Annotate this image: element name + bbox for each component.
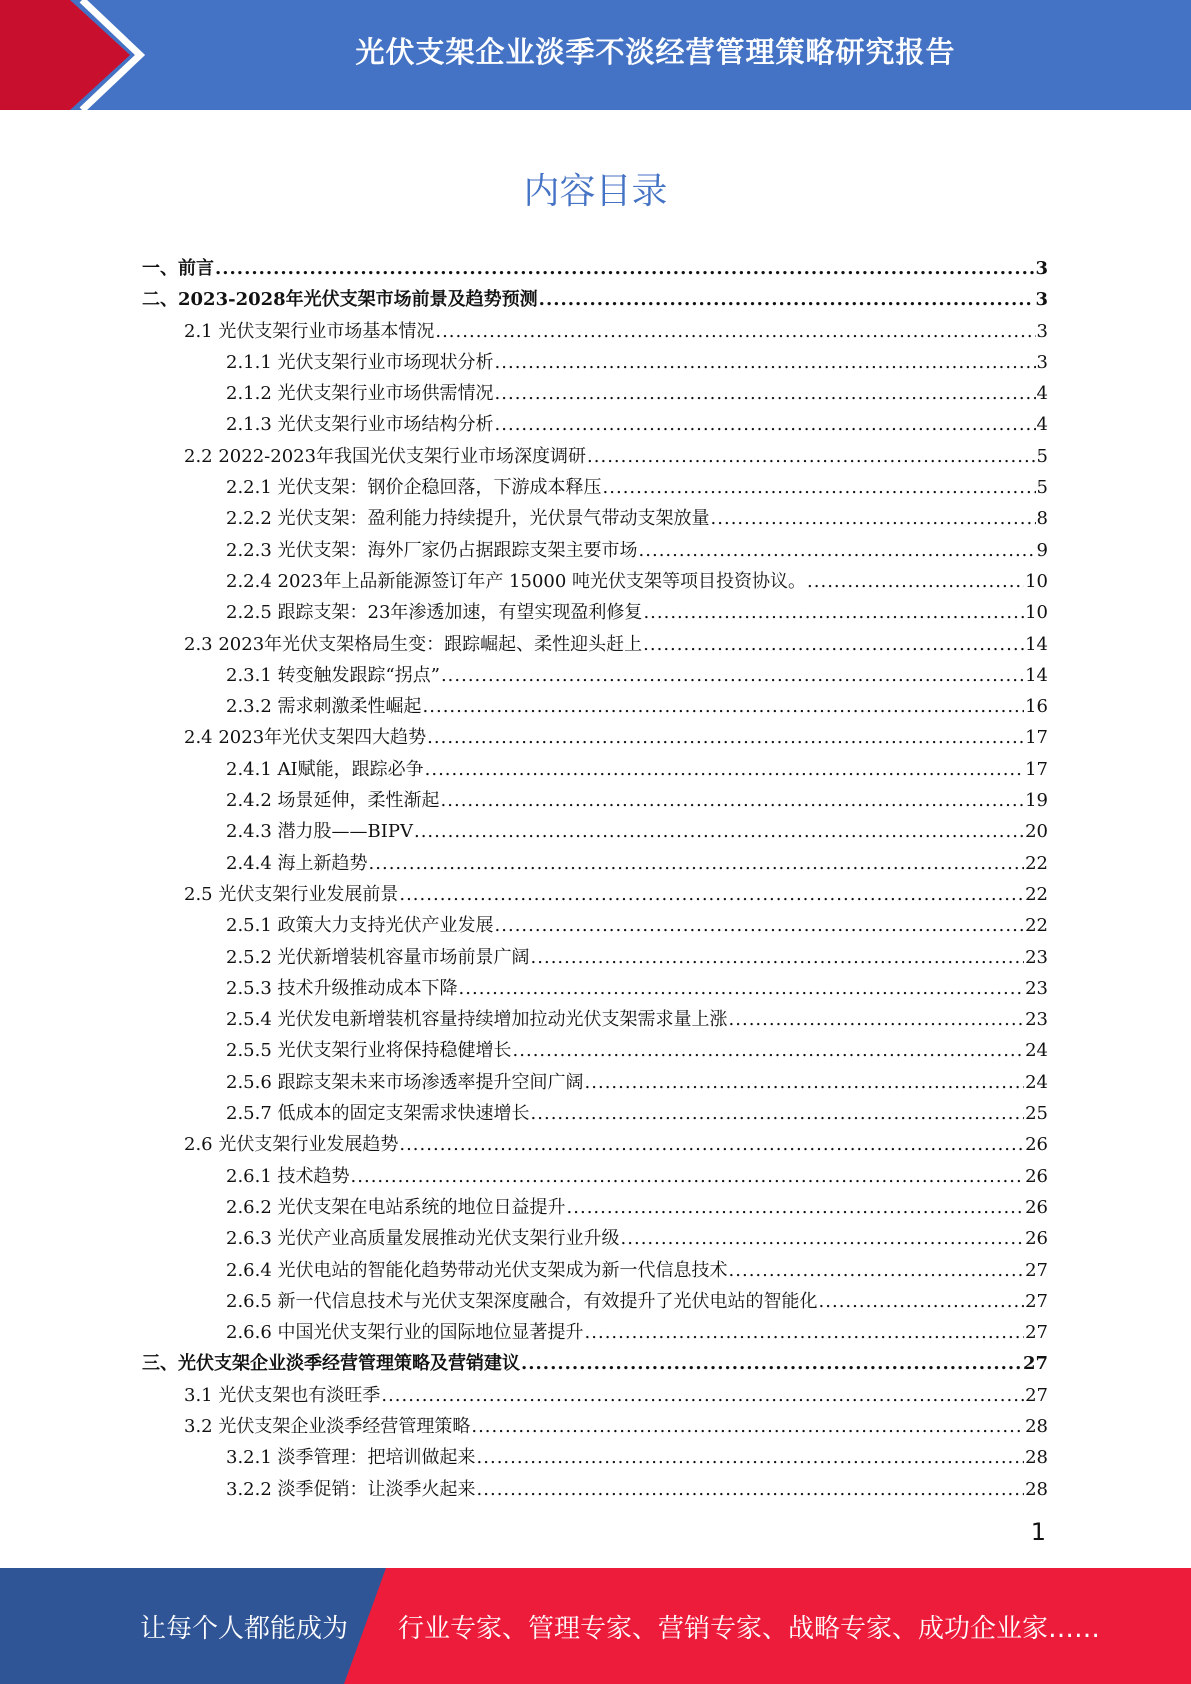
toc-entry-page: 23: [1025, 946, 1048, 968]
dot-leader: [441, 785, 1025, 816]
toc-entry[interactable]: [142, 1442, 1048, 1473]
page-number: 1: [1030, 1518, 1046, 1546]
dot-leader: [567, 1192, 1025, 1223]
toc-entry-title: 2.3.2 需求刺激柔性崛起: [226, 696, 422, 718]
toc-entry[interactable]: [142, 1255, 1048, 1286]
toc-entry[interactable]: [142, 1411, 1048, 1442]
dot-leader: [807, 566, 1024, 597]
toc-entry-page: 16: [1025, 696, 1048, 718]
dot-leader: [495, 378, 1036, 409]
dot-leader: [621, 1223, 1025, 1254]
toc-entry[interactable]: [142, 722, 1048, 753]
toc-entry[interactable]: [142, 316, 1048, 347]
dot-leader: [639, 535, 1036, 566]
toc-entry-page: 3: [1035, 289, 1048, 311]
toc-entry[interactable]: [142, 1317, 1048, 1348]
toc-entry-page: 20: [1025, 821, 1048, 843]
toc-entry-page: 10: [1025, 602, 1048, 624]
toc-entry-page: 4: [1036, 414, 1048, 436]
toc-entry-title: 2.3.1 转变触发跟踪“拐点”: [226, 664, 440, 686]
dot-leader: [351, 1161, 1025, 1192]
toc-entry[interactable]: [142, 503, 1048, 534]
dot-leader: [643, 597, 1024, 628]
toc-entry-title: 2.6.4 光伏电站的智能化趋势带动光伏支架成为新一代信息技术: [226, 1259, 728, 1281]
toc-entry-title: 2.1.3 光伏支架行业市场结构分析: [226, 414, 494, 436]
toc-entry-page: 27: [1025, 1384, 1048, 1406]
toc-entry[interactable]: [142, 1067, 1048, 1098]
dot-leader: [471, 1411, 1024, 1442]
toc-entry-title: 2.6.5 新一代信息技术与光伏支架深度融合，有效提升了光伏电站的智能化: [226, 1290, 818, 1312]
toc-entry[interactable]: [142, 879, 1048, 910]
toc-entry[interactable]: [142, 472, 1048, 503]
toc-entry-title: 2.3 2023年光伏支架格局生变：跟踪崛起、柔性迎头赶上: [184, 633, 643, 655]
toc-entry-page: 8: [1036, 508, 1048, 530]
toc-entry[interactable]: [142, 441, 1048, 472]
dot-leader: [369, 848, 1025, 879]
toc-entry-page: 27: [1025, 1290, 1048, 1312]
toc-entry-page: 24: [1025, 1071, 1048, 1093]
toc-entry-title: 2.1 光伏支架行业市场基本情况: [184, 320, 435, 342]
dot-leader: [399, 1129, 1024, 1160]
toc-entry[interactable]: [142, 284, 1048, 315]
toc-entry[interactable]: [142, 1192, 1048, 1223]
toc-entry[interactable]: [142, 347, 1048, 378]
dot-leader: [477, 1442, 1025, 1473]
toc-entry-title: 2.4 2023年光伏支架四大趋势: [184, 727, 427, 749]
toc-entry-title: 2.2.3 光伏支架：海外厂家仍占据跟踪支架主要市场: [226, 539, 638, 561]
toc-entry-title: 2.5.6 跟踪支架未来市场渗透率提升空间广阔: [226, 1071, 584, 1093]
report-header: [0, 0, 1191, 110]
toc-entry-page: 5: [1036, 445, 1048, 467]
toc-entry-title: 2.1.2 光伏支架行业市场供需情况: [226, 383, 494, 405]
toc-entry-page: 27: [1025, 1259, 1048, 1281]
dot-leader: [643, 629, 1024, 660]
toc-entry-page: 28: [1025, 1478, 1048, 1500]
dot-leader: [819, 1286, 1025, 1317]
toc-entry-title: 2.4.3 潜力股——BIPV: [226, 821, 413, 843]
toc-entry-title: 2.5.7 低成本的固定支架需求快速增长: [226, 1103, 530, 1125]
toc-entry-title: 三、光伏支架企业淡季经营管理策略及营销建议: [142, 1353, 520, 1375]
toc-entry-page: 26: [1025, 1134, 1048, 1156]
toc-entry[interactable]: [142, 1223, 1048, 1254]
toc-entry[interactable]: [142, 660, 1048, 691]
toc-entry-title: 2.5 光伏支架行业发展前景: [184, 883, 399, 905]
toc-entry-title: 2.5.3 技术升级推动成本下降: [226, 977, 458, 999]
toc-entry[interactable]: [142, 848, 1048, 879]
toc-entry[interactable]: [142, 910, 1048, 941]
toc-entry[interactable]: [142, 1286, 1048, 1317]
toc-entry-title: 3.1 光伏支架也有淡旺季: [184, 1384, 381, 1406]
report-title: 光伏支架企业淡季不淡经营管理策略研究报告: [355, 34, 956, 69]
toc-entry-page: 26: [1025, 1196, 1048, 1218]
toc-entry[interactable]: [142, 1129, 1048, 1160]
toc-entry-title: 2.2.1 光伏支架：钢价企稳回落，下游成本释压: [226, 477, 602, 499]
toc-entry-page: 17: [1025, 758, 1048, 780]
toc-entry-page: 26: [1025, 1165, 1048, 1187]
toc-entry-title: 2.2.4 2023年上品新能源签订年产 15000 吨光伏支架等项目投资协议。: [226, 570, 807, 592]
toc-entry[interactable]: [142, 973, 1048, 1004]
dot-leader: [427, 722, 1024, 753]
toc-entry-title: 一、前言: [142, 258, 214, 279]
dot-leader: [729, 1255, 1025, 1286]
toc-entry-title: 2.5.4 光伏发电新增装机容量持续增加拉动光伏支架需求量上涨: [226, 1009, 728, 1031]
toc-entry-title: 二、2023-2028年光伏支架市场前景及趋势预测: [142, 289, 538, 311]
toc-entry-title: 3.2.1 淡季管理：把培训做起来: [226, 1447, 476, 1469]
dot-leader: [711, 503, 1036, 534]
dot-leader: [435, 316, 1035, 347]
toc-entry-page: 19: [1025, 790, 1048, 812]
toc-entry-page: 28: [1025, 1447, 1048, 1469]
toc-entry-page: 9: [1036, 539, 1048, 561]
toc-entry-page: 23: [1025, 1009, 1048, 1031]
toc-entry[interactable]: [142, 566, 1048, 597]
toc-entry[interactable]: [142, 1474, 1048, 1505]
toc-entry[interactable]: [142, 629, 1048, 660]
toc-entry[interactable]: [142, 535, 1048, 566]
dot-leader: [215, 253, 1034, 284]
toc-entry-page: 14: [1025, 633, 1048, 655]
dot-leader: [729, 1004, 1025, 1035]
dot-leader: [495, 347, 1036, 378]
toc-heading: 内容目录: [523, 171, 668, 212]
toc-entry[interactable]: [142, 691, 1048, 722]
toc-entry-title: 2.4.2 场景延伸，柔性渐起: [226, 790, 440, 812]
toc-entry-title: 2.6.3 光伏产业高质量发展推动光伏支架行业升级: [226, 1228, 620, 1250]
toc-entry-title: 2.2 2022-2023年我国光伏支架行业市场深度调研: [184, 445, 587, 467]
toc-entry-page: 22: [1025, 883, 1048, 905]
dot-leader: [603, 472, 1036, 503]
toc-entry-page: 27: [1025, 1322, 1048, 1344]
toc-entry-page: 14: [1025, 664, 1048, 686]
toc-entry-title: 2.5.1 政策大力支持光伏产业发展: [226, 915, 494, 937]
toc-entry[interactable]: [142, 1380, 1048, 1411]
footer-slogan-right: 行业专家、管理专家、营销专家、战略专家、成功企业家……: [398, 1613, 1101, 1644]
toc-entry[interactable]: [142, 1161, 1048, 1192]
dot-leader: [495, 910, 1025, 941]
toc-entry-page: 3: [1035, 258, 1048, 279]
dot-leader: [459, 973, 1025, 1004]
toc-entry-title: 2.6.2 光伏支架在电站系统的地位日益提升: [226, 1196, 566, 1218]
toc-entry[interactable]: [142, 1004, 1048, 1035]
toc-entry-title: 3.2.2 淡季促销：让淡季火起来: [226, 1478, 476, 1500]
toc-entry[interactable]: [142, 816, 1048, 847]
dot-leader: [513, 1035, 1025, 1066]
toc-entry[interactable]: [142, 942, 1048, 973]
toc-entry-page: 26: [1025, 1228, 1048, 1250]
toc-entry-title: 2.2.2 光伏支架：盈利能力持续提升，光伏景气带动支架放量: [226, 508, 710, 530]
toc-entry-page: 10: [1025, 570, 1048, 592]
dot-leader: [399, 879, 1024, 910]
toc-entry-page: 3: [1036, 320, 1048, 342]
dot-leader: [531, 1098, 1025, 1129]
dot-leader: [585, 1067, 1025, 1098]
toc-entry-title: 2.2.5 跟踪支架：23年渗透加速，有望实现盈利修复: [226, 602, 643, 624]
toc-entry[interactable]: [142, 785, 1048, 816]
toc-entry-page: 25: [1025, 1103, 1048, 1125]
toc-entry[interactable]: [142, 597, 1048, 628]
toc-entry-page: 22: [1025, 852, 1048, 874]
toc-entry-title: 2.1.1 光伏支架行业市场现状分析: [226, 351, 494, 373]
toc-entry-title: 2.6.1 技术趋势: [226, 1165, 350, 1187]
dot-leader: [587, 441, 1036, 472]
dot-leader: [539, 284, 1035, 315]
dot-leader: [414, 816, 1024, 847]
toc-entry-title: 2.5.5 光伏支架行业将保持稳健增长: [226, 1040, 512, 1062]
toc-entry-page: 17: [1025, 727, 1048, 749]
dot-leader: [381, 1380, 1024, 1411]
toc-entry-page: 4: [1036, 383, 1048, 405]
toc-entry[interactable]: [142, 1098, 1048, 1129]
toc-entry-page: 22: [1025, 915, 1048, 937]
toc-entry[interactable]: [142, 378, 1048, 409]
toc-entry[interactable]: [142, 253, 1048, 284]
toc-entry[interactable]: [142, 1348, 1048, 1379]
page-footer: [0, 1568, 1191, 1684]
toc-entry-page: 24: [1025, 1040, 1048, 1062]
toc-entry[interactable]: [142, 1035, 1048, 1066]
dot-leader: [495, 409, 1036, 440]
toc-entry-page: 28: [1025, 1415, 1048, 1437]
toc-entry-page: 3: [1036, 351, 1048, 373]
toc-entry-title: 2.4.1 AI赋能，跟踪必争: [226, 758, 424, 780]
toc-entry-title: 3.2 光伏支架企业淡季经营管理策略: [184, 1415, 471, 1437]
footer-slogan-left: 让每个人都能成为: [140, 1613, 349, 1644]
table-of-contents: [142, 253, 1048, 1505]
toc-entry-page: 23: [1025, 977, 1048, 999]
dot-leader: [521, 1348, 1022, 1379]
toc-entry-title: 2.4.4 海上新趋势: [226, 852, 368, 874]
toc-entry-title: 2.5.2 光伏新增装机容量市场前景广阔: [226, 946, 530, 968]
dot-leader: [441, 660, 1024, 691]
dot-leader: [531, 942, 1025, 973]
toc-entry-title: 2.6.6 中国光伏支架行业的国际地位显著提升: [226, 1322, 584, 1344]
toc-entry-title: 2.6 光伏支架行业发展趋势: [184, 1134, 399, 1156]
dot-leader: [423, 691, 1025, 722]
dot-leader: [425, 754, 1024, 785]
toc-entry-page: 27: [1022, 1353, 1048, 1375]
dot-leader: [585, 1317, 1025, 1348]
dot-leader: [477, 1474, 1025, 1505]
toc-entry[interactable]: [142, 409, 1048, 440]
toc-entry[interactable]: [142, 754, 1048, 785]
toc-entry-page: 5: [1036, 477, 1048, 499]
